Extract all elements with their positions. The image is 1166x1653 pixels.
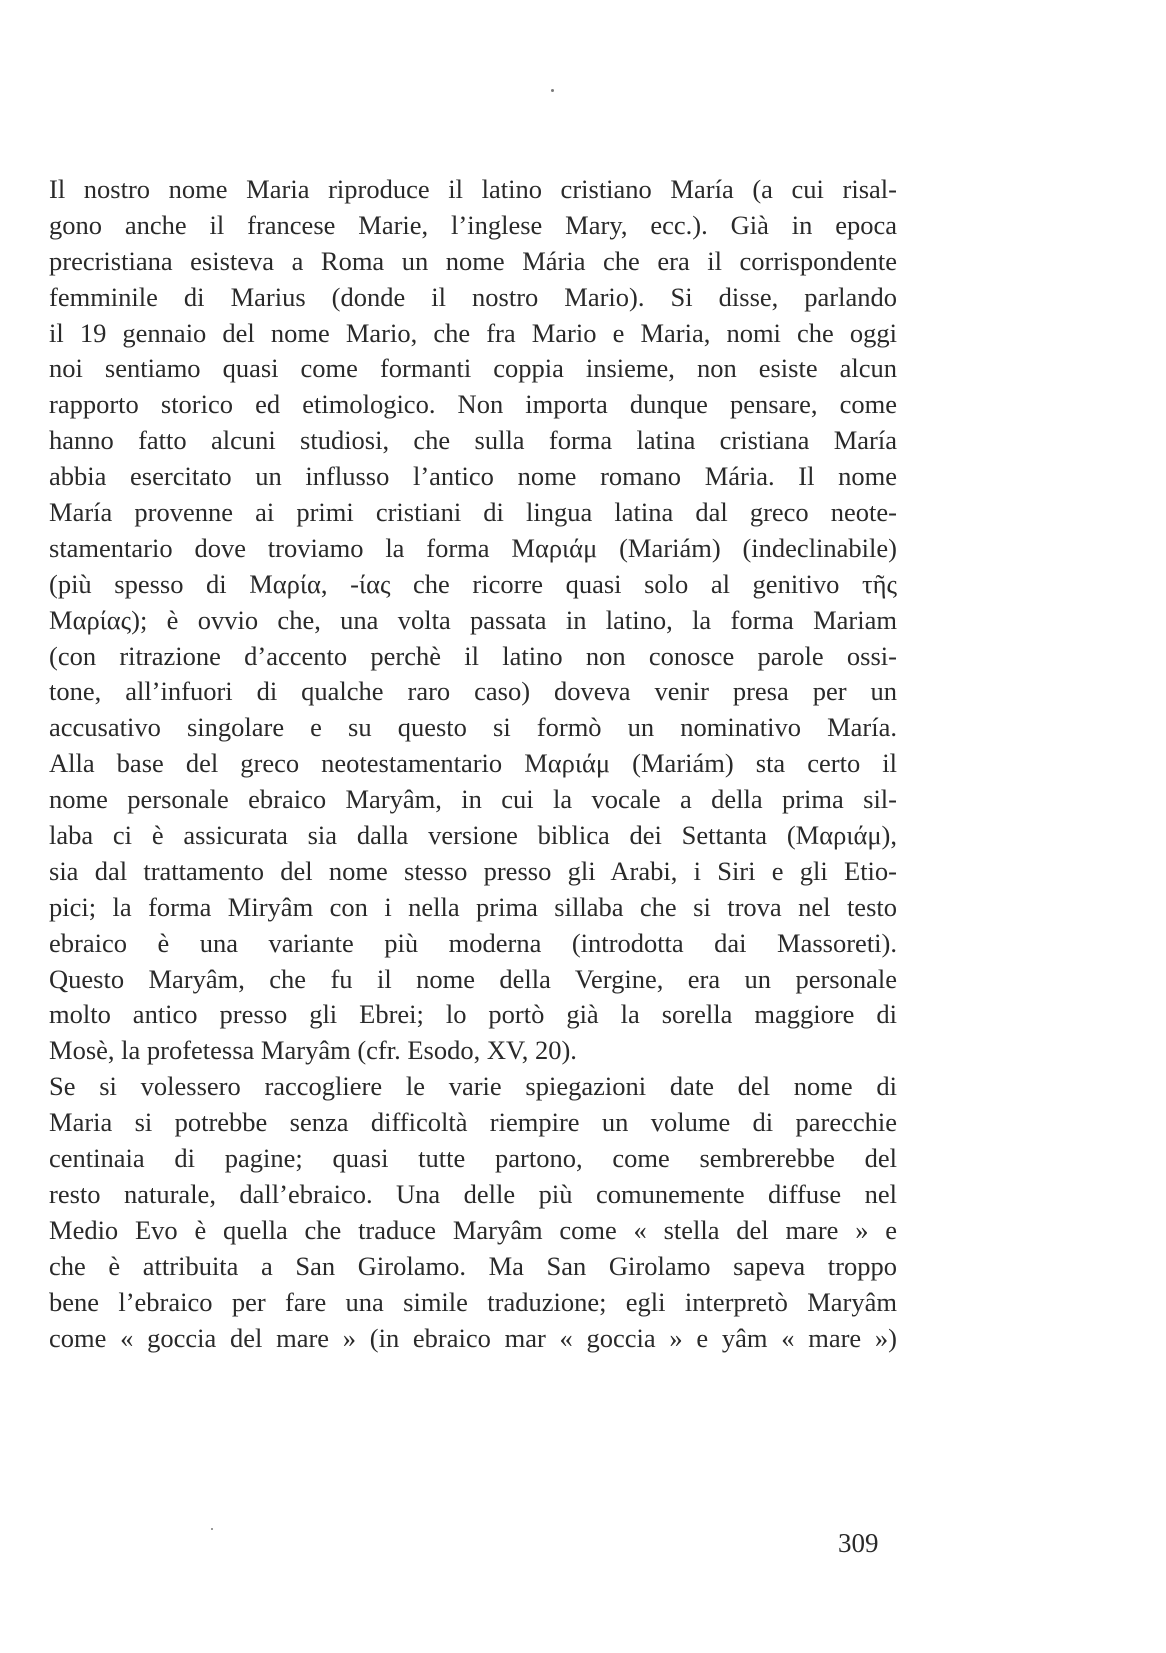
text-line: il 19 gennaio del nome Mario, che fra Mario e Maria, nomi che oggi [49,317,897,348]
text-line: sia dal trattamento del nome stesso presso gli Arabi, i Siri e gli Etio- [49,855,897,886]
text-line: precristiana esisteva a Roma un nome Mária che era il corrispondente [49,245,897,276]
paragraph-1 [49,172,897,1069]
text-line: noi sentiamo quasi come formanti coppia insieme, non esiste alcun [49,353,897,384]
text-line: nome personale ebraico Maryâm, in cui la vocale a della prima sil- [49,784,897,815]
text-line: bene l’ebraico per fare una simile traduzione; egli interpretò Maryâm [49,1286,897,1317]
text-line: (più spesso di Μαρία, -ίας che ricorre quasi solo al genitivo τῆς [49,568,897,599]
text-line: Μαρίας); è ovvio che, una volta passata in latino, la forma Mariam [49,604,897,635]
ink-speck [211,1528,213,1530]
text-line: stamentario dove troviamo la forma Μαριάμ (Mariám) (indeclinabile) [49,532,897,563]
text-line: centinaia di pagine; quasi tutte partono, come sembrerebbe del [49,1143,897,1174]
text-line: Mosè, la profetessa Maryâm (cfr. Esodo, XV, 20). [49,1035,577,1066]
ink-speck [551,89,554,92]
text-line: ebraico è una variante più moderna (introdotta dai Massoreti). [49,927,897,958]
text-line: laba ci è assicurata sia dalla versione biblica dei Settanta (Μαριάμ), [49,820,897,851]
text-line: femminile di Marius (donde il nostro Mario). Si disse, parlando [49,281,897,312]
paragraph-2 [49,1069,897,1356]
text-line: gono anche il francese Marie, l’inglese Mary, ecc.). Già in epoca [49,209,897,240]
text-line: resto naturale, dall’ebraico. Una delle più comunemente diffuse nel [49,1178,897,1209]
text-line: rapporto storico ed etimologico. Non importa dunque pensare, come [49,389,897,420]
text-line: Il nostro nome Maria riproduce il latino cristiano María (a cui risal- [49,174,897,204]
text-line: (con ritrazione d’accento perchè il latino non conosce parole ossi- [49,640,897,671]
text-line: pici; la forma Miryâm con i nella prima sillaba che si trova nel testo [49,891,897,922]
text-line: Maria si potrebbe senza difficoltà riempire un volume di parecchie [49,1107,897,1138]
text-line: hanno fatto alcuni studiosi, che sulla forma latina cristiana María [49,425,897,456]
text-line: María provenne ai primi cristiani di lingua latina dal greco neote- [49,497,897,528]
text-line: Questo Maryâm, che fu il nome della Vergine, era un personale [49,963,897,994]
body-text [49,172,897,1356]
text-line: Alla base del greco neotestamentario Μαριάμ (Mariám) sta certo il [49,748,897,779]
text-line: che è attribuita a San Girolamo. Ma San Girolamo sapeva troppo [49,1250,897,1281]
text-line: abbia esercitato un influsso l’antico nome romano Mária. Il nome [49,461,897,492]
text-line: Se si volessero raccogliere le varie spiegazioni date del nome di [49,1071,897,1102]
text-line: molto antico presso gli Ebrei; lo portò già la sorella maggiore di [49,999,897,1030]
text-line: Medio Evo è quella che traduce Maryâm come « stella del mare » e [49,1214,897,1245]
text-line: tone, all’infuori di qualche raro caso) doveva venir presa per un [49,676,897,707]
page-number: 309 [838,1528,879,1558]
text-line: come « goccia del mare » (in ebraico mar « goccia » e yâm « mare ») [49,1322,897,1353]
text-line: accusativo singolare e su questo si formò un nominativo María. [49,712,897,743]
